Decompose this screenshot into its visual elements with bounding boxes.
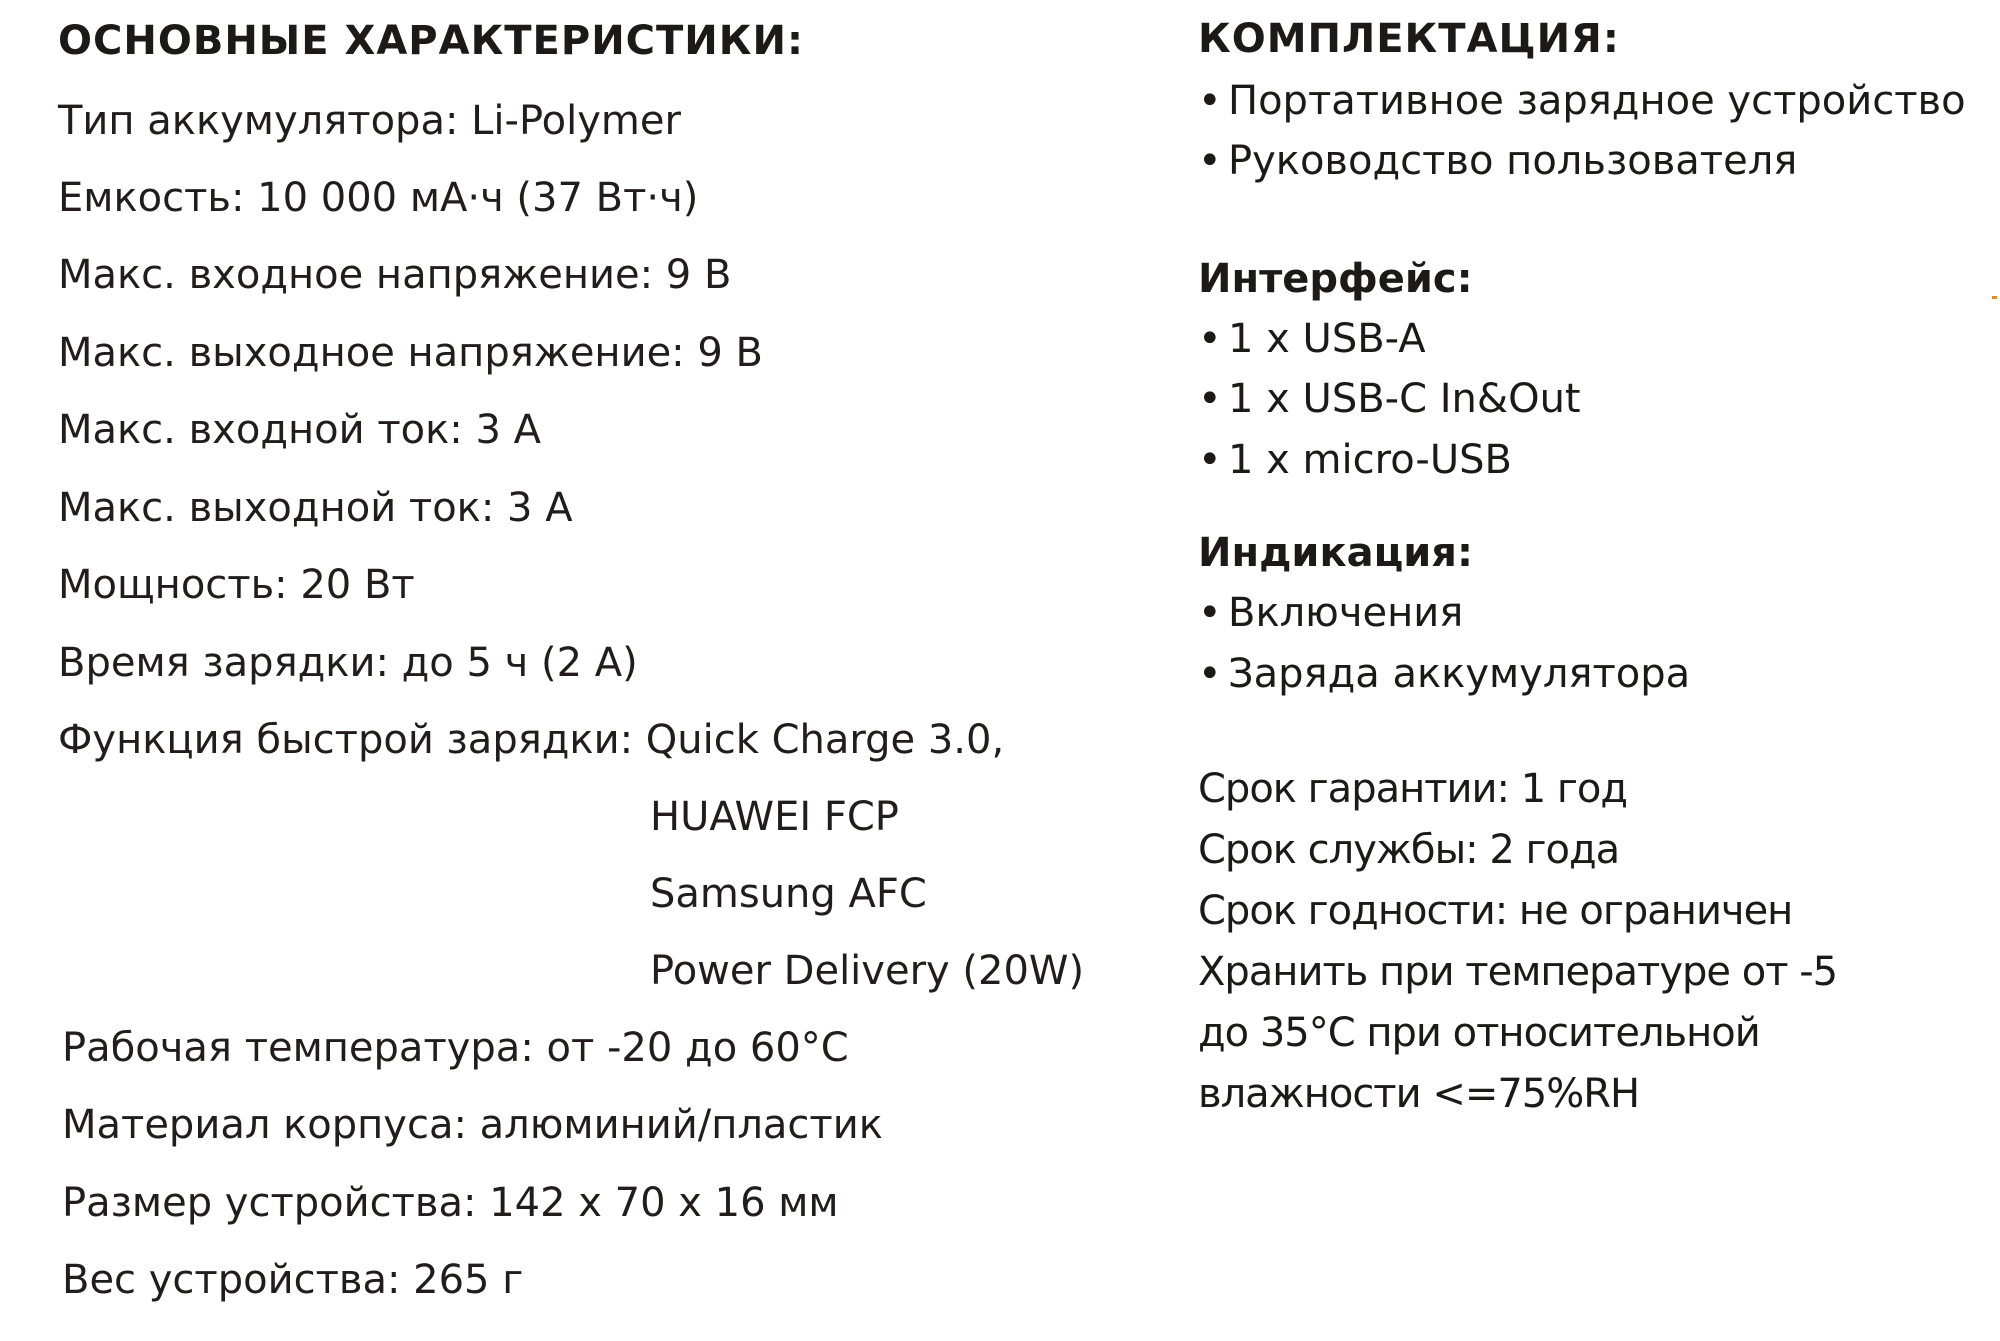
storage-line-2: до 35°С при относительной (1198, 1010, 1760, 1056)
decorative-speck (1992, 296, 1997, 299)
bullet-icon: • (1198, 590, 1222, 636)
spec-capacity: Емкость: 10 000 мА·ч (37 Вт·ч) (58, 175, 699, 221)
package-heading: КОМПЛЕКТАЦИЯ: (1198, 16, 1620, 62)
main-specs-heading: ОСНОВНЫЕ ХАРАКТЕРИСТИКИ: (58, 18, 804, 64)
spec-operating-temp: Рабочая температура: от -20 до 60°С (62, 1025, 849, 1071)
package-item: • Портативное зарядное устройство (1198, 78, 1966, 124)
spec-material: Материал корпуса: алюминий/пластик (62, 1102, 883, 1148)
package-item: • Руководство пользователя (1198, 138, 1798, 184)
spec-dimensions: Размер устройства: 142 x 70 x 16 мм (62, 1180, 839, 1226)
bullet-icon: • (1198, 376, 1222, 422)
spec-fast-charge: Функция быстрой зарядки: Quick Charge 3.0, (58, 717, 1005, 763)
indication-heading: Индикация: (1198, 530, 1473, 576)
bullet-icon: • (1198, 316, 1222, 362)
spec-max-input-current: Макс. входной ток: 3 А (58, 407, 541, 453)
fast-charge-pd: Power Delivery (20W) (650, 948, 1085, 994)
bullet-icon: • (1198, 651, 1222, 697)
fast-charge-samsung: Samsung AFC (650, 871, 927, 917)
warranty-term: Срок гарантии: 1 год (1198, 766, 1628, 812)
interface-item: • 1 x USB-C In&Out (1198, 376, 1581, 422)
interface-item: • 1 x USB-A (1198, 316, 1426, 362)
bullet-icon: • (1198, 78, 1222, 124)
spec-max-output-voltage: Макс. выходное напряжение: 9 В (58, 330, 763, 376)
interface-item: • 1 x micro-USB (1198, 437, 1512, 483)
shelf-life: Срок годности: не ограничен (1198, 888, 1793, 934)
interface-heading: Интерфейс: (1198, 256, 1473, 302)
spec-max-input-voltage: Макс. входное напряжение: 9 В (58, 252, 732, 298)
spec-charge-time: Время зарядки: до 5 ч (2 А) (58, 640, 638, 686)
spec-weight: Вес устройства: 265 г (62, 1257, 524, 1303)
service-life: Срок службы: 2 года (1198, 827, 1620, 873)
spec-max-output-current: Макс. выходной ток: 3 А (58, 485, 573, 531)
indication-item: • Заряда аккумулятора (1198, 651, 1691, 697)
fast-charge-huawei: HUAWEI FCP (650, 794, 899, 840)
storage-line-3: влажности <=75%RH (1198, 1071, 1640, 1117)
spec-battery-type: Тип аккумулятора: Li-Polymer (58, 98, 681, 144)
bullet-icon: • (1198, 437, 1222, 483)
indication-item: • Включения (1198, 590, 1464, 636)
spec-power: Мощность: 20 Вт (58, 562, 415, 608)
bullet-icon: • (1198, 138, 1222, 184)
storage-line-1: Хранить при температуре от -5 (1198, 949, 1838, 995)
